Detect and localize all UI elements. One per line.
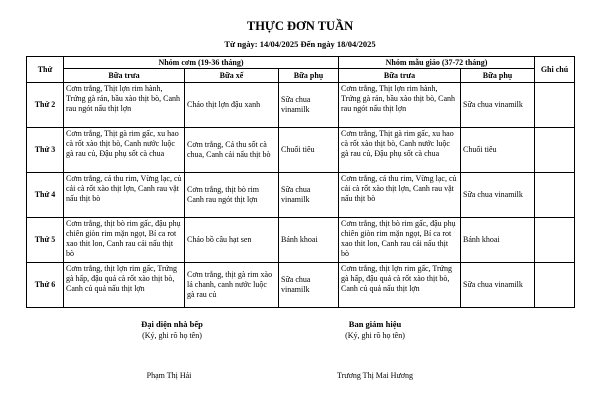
header-group-kindergarten: Nhóm mẫu giáo (37-72 tháng) (339, 57, 535, 69)
rice-snack-cell: Sữa chua vinamilk (279, 173, 339, 218)
kinder-snack-cell: Sữa chua vinamilk (461, 263, 535, 308)
rice-afternoon-cell: Cơm trắng, Cá thu sốt cà chua, Canh cải nấu thịt bò (185, 128, 279, 173)
rice-lunch-cell: Cơm trắng, cá thu rim, Vừng lạc, củ cải cà rốt xào thịt lợn, Canh rau vặt nấu thịt bò (64, 173, 185, 218)
kitchen-signature-note: (Ký, ghi rõ họ tên) (142, 331, 202, 340)
header-day: Thứ (27, 57, 64, 83)
notes-cell (535, 218, 575, 263)
day-cell: Thứ 2 (27, 83, 64, 128)
day-cell: Thứ 6 (27, 263, 64, 308)
kitchen-representative-name: Phạm Thị Hải (146, 371, 192, 380)
header-afternoon-meal: Bữa xế (185, 69, 279, 83)
kinder-snack-cell: Bánh khoai (461, 218, 535, 263)
table-row (27, 173, 575, 218)
kinder-snack-cell: Sữa chua vinamilk (461, 83, 535, 128)
kinder-snack-cell: Chuối tiêu (461, 128, 535, 173)
board-signature-note: (Ký, ghi rõ họ tên) (345, 331, 405, 340)
weekly-menu-table (26, 56, 575, 308)
header-lunch: Bữa trưa (64, 69, 185, 83)
kinder-lunch-cell: Cơm trắng, Thịt gà rim gấc, xu hao cà rốt xào thịt bò, Canh nước luộc gà rau củ, Đậu phụ sốt cà chua (339, 128, 461, 173)
kinder-lunch-cell: Cơm trắng, thịt lợn rim gấc, Trứng gà hấp, đậu quả cà rốt xào thịt bò, Canh củ quả nấu thịt lợn (339, 263, 461, 308)
table-row (27, 128, 575, 173)
rice-afternoon-cell: Cháo thịt lợn đậu xanh (185, 83, 279, 128)
notes-cell (535, 173, 575, 218)
date-range: Từ ngày: 14/04/2025 Đến ngày 18/04/2025 (224, 39, 376, 49)
header-notes: Ghi chú (535, 57, 575, 83)
board-label: Ban giám hiệu (348, 319, 402, 329)
notes-cell (535, 128, 575, 173)
notes-cell (535, 83, 575, 128)
header-group-rice: Nhóm cơm (19-36 tháng) (64, 57, 339, 69)
rice-snack-cell: Chuối tiêu (279, 128, 339, 173)
rice-snack-cell: Bánh khoai (279, 218, 339, 263)
kinder-snack-cell: Sữa chua vinamilk (461, 173, 535, 218)
day-cell: Thứ 4 (27, 173, 64, 218)
rice-snack-cell: Sữa chua vinamilk (279, 83, 339, 128)
table-row (27, 83, 575, 128)
rice-afternoon-cell: Cơm trắng, thịt gà rim xào lá chanh, canh nước luộc gà rau củ (185, 263, 279, 308)
day-cell: Thứ 3 (27, 128, 64, 173)
table-row (27, 218, 575, 263)
kitchen-representative-label: Đại diện nhà bếp (141, 319, 203, 329)
rice-afternoon-cell: Cháo bồ câu hạt sen (185, 218, 279, 263)
kinder-lunch-cell: Cơm trắng, cá thu rim, Vừng lạc, củ cải cà rốt xào thịt lợn, Canh rau vặt nấu thịt bò (339, 173, 461, 218)
kitchen-signature-block (72, 319, 272, 341)
rice-lunch-cell: Cơm trắng, thịt lợn rim gấc, Trứng gà hấp, đậu quả cà rốt xào thịt bò, Canh củ quả nấu thịt lợn (64, 263, 185, 308)
rice-snack-cell: Sữa chua vinamilk (279, 263, 339, 308)
day-cell: Thứ 5 (27, 218, 64, 263)
header-snack: Bữa phụ (279, 69, 339, 83)
board-signature-block (275, 319, 475, 341)
rice-lunch-cell: Cơm trắng, thịt bò rim gấc, đậu phụ chiên giòn rim mặn ngọt, Bí ca rot xao thit lon, Canh rau cải nấu thịt bò (64, 218, 185, 263)
rice-lunch-cell: Cơm trắng, Thịt gà rim gấc, xu hao cà rốt xào thịt bò, Canh nước luộc gà rau củ, Đậu phụ sốt cà chua (64, 128, 185, 173)
page-title: THỰC ĐƠN TUẦN (246, 19, 354, 33)
principal-name: Trương Thị Mai Hương (336, 371, 414, 380)
rice-afternoon-cell: Cơm trắng, thịt bò rim Canh rau ngót thịt lợn (185, 173, 279, 218)
kinder-lunch-cell: Cơm trắng, thịt bò rim gấc, đậu phụ chiên giòn rim mặn ngọt, Bí ca rot xao thit lon, Canh rau cải nấu thịt bò (339, 218, 461, 263)
table-row (27, 263, 575, 308)
header-lunch-kindergarten: Bữa trưa (339, 69, 461, 83)
rice-lunch-cell: Cơm trắng, Thịt lợn rim hành, Trứng gà rán, bầu xào thịt bò, Canh rau ngót nấu thịt lợn (64, 83, 185, 128)
notes-cell (535, 263, 575, 308)
header-snack-kindergarten: Bữa phụ (461, 69, 535, 83)
kinder-lunch-cell: Cơm trắng, Thịt lợn rim hành, Trứng gà rán, bầu xào thịt bò, Canh rau ngót nấu thịt lợn (339, 83, 461, 128)
